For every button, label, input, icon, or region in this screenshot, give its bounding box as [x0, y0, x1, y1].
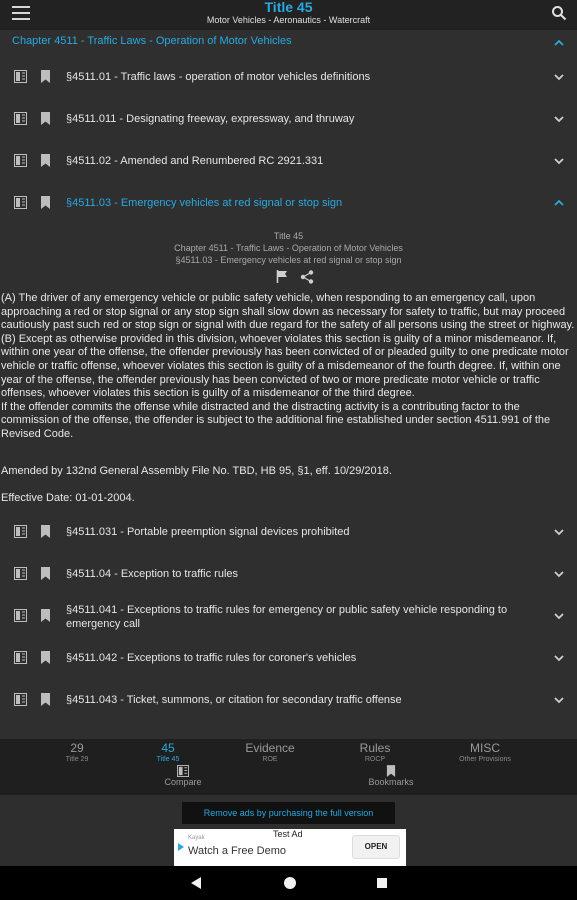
- chevron-down-icon[interactable]: [553, 526, 565, 538]
- tab-misc[interactable]: [435, 741, 535, 764]
- search-icon[interactable]: [551, 5, 567, 21]
- bookmark-icon[interactable]: [40, 154, 51, 167]
- section-row[interactable]: [0, 98, 577, 140]
- ad-strip: [0, 795, 577, 829]
- compare-icon[interactable]: [14, 567, 27, 580]
- section-label: §4511.031 - Portable preemption signal devices prohibited: [66, 525, 350, 538]
- chevron-up-icon[interactable]: [553, 37, 565, 49]
- section-header-chapter: Chapter 4511 - Traffic Laws - Operation of Motor Vehicles: [174, 243, 403, 253]
- section-row[interactable]: [0, 595, 577, 637]
- flag-icon[interactable]: [276, 270, 288, 283]
- tab-sublabel: ROCP: [364, 756, 386, 763]
- chevron-down-icon[interactable]: [553, 694, 565, 706]
- tab-title-45[interactable]: [118, 741, 218, 764]
- bottom-navigation: [0, 739, 577, 795]
- chapter-label: Chapter 4511 - Traffic Laws - Operation of Motor Vehicles: [12, 35, 292, 47]
- section-label: §4511.03 - Emergency vehicles at red signal or stop sign: [66, 197, 343, 209]
- amended-note: Amended by 132nd General Assembly File No. TBD, HB 95, §1, eff. 10/29/2018.: [1, 464, 392, 477]
- tab-sublabel: Title 29: [65, 756, 89, 763]
- home-icon[interactable]: [284, 877, 296, 889]
- bookmark-icon[interactable]: [40, 651, 51, 664]
- bookmark-icon[interactable]: [40, 70, 51, 83]
- section-label: §4511.04 - Exception to traffic rules: [66, 567, 239, 580]
- chevron-up-icon[interactable]: [553, 197, 565, 209]
- chevron-down-icon[interactable]: [553, 610, 565, 622]
- section-label: §4511.041 - Exceptions to traffic rules for emergency or public safety vehicle responding to emergency call: [66, 603, 508, 630]
- section-header-title: Title 45: [273, 231, 304, 241]
- back-icon[interactable]: [190, 877, 202, 889]
- banner-ad[interactable]: [174, 829, 406, 866]
- ad-test-tag: Test Ad: [273, 829, 303, 839]
- section-label: §4511.011 - Designating freeway, expressway, and thruway: [66, 113, 355, 125]
- section-header-section: §4511.03 - Emergency vehicles at red signal or stop sign: [175, 255, 402, 265]
- bookmark-icon[interactable]: [40, 609, 51, 622]
- chevron-down-icon[interactable]: [553, 71, 565, 83]
- tab-label: 29: [70, 741, 84, 755]
- bookmark-icon[interactable]: [40, 196, 51, 209]
- compare-icon[interactable]: [14, 196, 27, 209]
- bookmark-icon[interactable]: [40, 525, 51, 538]
- page-subtitle: Motor Vehicles - Aeronautics - Watercraft: [206, 15, 371, 25]
- tab-sublabel: ROE: [262, 756, 278, 763]
- compare-icon: [177, 765, 189, 777]
- section-actions: [0, 266, 577, 288]
- chevron-down-icon[interactable]: [553, 155, 565, 167]
- section-label: §4511.01 - Traffic laws - operation of motor vehicles definitions: [66, 71, 371, 83]
- section-row[interactable]: [0, 679, 577, 721]
- section-header: [0, 224, 577, 266]
- tab-label: 45: [161, 741, 175, 755]
- tab-sublabel: Title 45: [156, 756, 180, 763]
- compare-icon[interactable]: [14, 609, 27, 622]
- bookmark-icon[interactable]: [40, 112, 51, 125]
- chapter-header[interactable]: [0, 30, 577, 56]
- bookmarks-label: Bookmarks: [368, 777, 414, 787]
- tab-title-29[interactable]: [27, 741, 127, 764]
- section-row[interactable]: [0, 553, 577, 595]
- compare-icon[interactable]: [14, 693, 27, 706]
- section-list: [0, 30, 577, 739]
- section-paragraph: (A) The driver of any emergency vehicle or public safety vehicle, when responding to an emergency call, upon approaching a red or stop signal or any stop sign shall slow down as necessary for safety to traffic, but may proceed cautiously past such red or stop sign or signal with due regard for the safety of all persons using the street or highway.: [1, 292, 575, 332]
- section-body: [0, 288, 577, 442]
- section-row-expanded[interactable]: [0, 182, 577, 224]
- ad-open-button[interactable]: OPEN: [352, 835, 400, 859]
- section-label: §4511.042 - Exceptions to traffic rules for coroner's vehicles: [66, 651, 357, 664]
- effective-date: Effective Date: 01-01-2004.: [1, 491, 135, 504]
- section-paragraph: (B) Except as otherwise provided in this division, whoever violates this section is guilty of a minor misdemeanor. If, within one year of the offense, the offender previously has been convicted of or pleaded guilty to one predicate motor vehicle or traffic offense, whoever violates this section is guilty of a misdemeanor of the fourth degree. If, within one year of the offense, the offender previously has been convicted of two or more predicate motor vehicle or traffic offenses, whoever violates this section is guilty of a misdemeanor of the third degree.: [1, 332, 569, 400]
- share-icon[interactable]: [300, 270, 314, 284]
- bookmarks-tab[interactable]: [336, 765, 446, 788]
- section-label: §4511.02 - Amended and Renumbered RC 2921.331: [66, 155, 324, 167]
- compare-label: Compare: [164, 777, 202, 787]
- bookmark-icon: [386, 765, 396, 777]
- section-paragraph: If the offender commits the offense while distracted and the distracting activity is a contributing factor to the commission of the offense, the offender is subject to the additional fine established under section 4511.991 of the Revised Code.: [1, 400, 551, 440]
- bookmark-icon[interactable]: [40, 567, 51, 580]
- compare-icon[interactable]: [14, 154, 27, 167]
- recent-apps-icon[interactable]: [377, 878, 387, 888]
- ad-choices-icon[interactable]: [177, 842, 185, 852]
- tab-label: Rules: [359, 741, 391, 755]
- compare-icon[interactable]: [14, 112, 27, 125]
- chevron-down-icon[interactable]: [553, 568, 565, 580]
- tab-sublabel: Other Provisions: [459, 756, 511, 763]
- chevron-down-icon[interactable]: [553, 652, 565, 664]
- tab-rules[interactable]: [325, 741, 425, 764]
- tab-evidence[interactable]: [220, 741, 320, 764]
- compare-tab[interactable]: [128, 765, 238, 788]
- ad-headline: Watch a Free Demo: [188, 845, 287, 857]
- page-title: Title 45: [264, 0, 313, 15]
- compare-icon[interactable]: [14, 70, 27, 83]
- chevron-down-icon[interactable]: [553, 113, 565, 125]
- compare-icon[interactable]: [14, 525, 27, 538]
- section-row[interactable]: [0, 56, 577, 98]
- compare-icon[interactable]: [14, 651, 27, 664]
- bookmark-icon[interactable]: [40, 693, 51, 706]
- tab-label: Evidence: [245, 741, 295, 755]
- section-row[interactable]: [0, 511, 577, 553]
- remove-ads-button[interactable]: Remove ads by purchasing the full version: [182, 802, 395, 824]
- app-toolbar: [0, 0, 577, 30]
- ad-brand: Kayak: [188, 835, 205, 841]
- tab-label: MISC: [470, 741, 500, 755]
- system-navigation-bar: [0, 866, 577, 900]
- section-row[interactable]: [0, 637, 577, 679]
- section-label: §4511.043 - Ticket, summons, or citation for secondary traffic offense: [66, 693, 402, 706]
- section-row[interactable]: [0, 140, 577, 182]
